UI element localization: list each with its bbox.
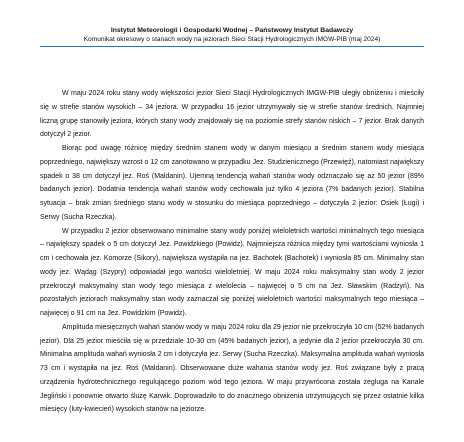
header-divider [40,46,424,47]
header-subtitle: Komunikat okresowy o stanach wody na jeziorach Sieci Stacji Hydrologicznych IMGW-PIB (maj 2024) [83,36,381,43]
document-body [40,87,424,417]
document-header [40,26,424,47]
paragraph-1: W maju 2024 roku stany wody większości jezior Sieci Stacji Hydrologicznych IMGW-PIB uległy obniżeniu i mieściły się w strefie stanów wysokich – 34 jeziora. W przypadku 16 jezior utrzymywały się w strefie stanów średnich. Najmniej liczną grupę stanowiły jeziora, których stany wody znajdowały się na poziomie strefy stanów niskich – 7 jezior. Brak danych dotyczył 2 jezior. [40,90,424,139]
paragraph-4: Amplituda miesięcznych wahań stanów wody w maju 2024 roku dla 29 jezior nie przekroczyła 10 cm (52% badanych jezior). Dla 25 jezior mieściła się w przedziale 10-30 cm (45% badanych jezior), a jedynie dla 2 jezior przekroczyła 30 cm. Minimalna amplituda wahań wyniosła 2 cm i dotyczyła jez. Serwy (Sucha Rzeczka). Maksymalna amplituda wahań wyniosła 73 cm i wystąpiła na jez. Roś (Maldanin). Obserwowane duże wahania stanów wody jez. Roś związane były z pracą urządzenia hydrotechnicznego regulującego poziom wód tego jeziora. W maju przywrócona została żegluga na Kanale Jegliński i ponownie otwarto śluzę Karwik. Doprowadziło to do znacznego obniżenia utrzymujących się przez ostatnie kilka miesięcy (luty-kwiecień) wysokich stanów na jeziorze. [40,323,424,414]
paragraph-2: Biorąc pod uwagę różnicę między średnim stanem wody w danym miesiącu a średnim stanem wody miesiąca poprzedniego, największy wzrost o 12 cm zanotowano w przypadku Jez. Studzienicznego (Przewięź), natomiast największy spadek o 38 cm dotyczył jez. Roś (Maldanin). Ujemną tendencją wahań stanów wody odznaczało się aż 50 jezior (89% badanych jezior). Dodatnia tendencja wahań stanów wody cechowała już tylko 4 jeziora (7% badanych jezior). Stabilna sytuacja – brak zmian średniego stanu wody w stosunku do miesiąca poprzedniego – dotyczyła 2 jezior: Osiek (Ługi) i Serwy (Sucha Rzeczka). [40,145,424,221]
paragraph-3: W przypadku 2 jezior obserwowano minimalne stany wody poniżej wieloletnich wartości minimalnych tego miesiąca – największy spadek o 5 cm dotyczył Jez. Powidzkiego (Powidz). Najmniejsza różnica między tymi wartościami wyniosła 1 cm i cechowała jez. Komorze (Sikory), największa wystąpiła na jez. Bachotek (Bachotek) i wyniosła 85 cm. Minimalny stan wody jez. Wądąg (Szypry) odpowiadał jego wartości wieloletniej. W maju 2024 roku maksymalny stan wody 2 jezior przekroczył maksymalny stan wody tego miesiąca z wielolecia – najwięcej o 5 cm na Jez. Sławskim (Radzyń). Na pozostałych jeziorach maksymalny stan wody zaznaczał się poniżej wieloletnich wartości maksymalnych tego miesiąca – najwięcej o 91 cm na Jez. Powidzkim (Powidz). [40,227,424,317]
header-organization: Instytut Meteorologii i Gospodarki Wodnej – Państwowy Instytut Badawczy [110,27,354,34]
